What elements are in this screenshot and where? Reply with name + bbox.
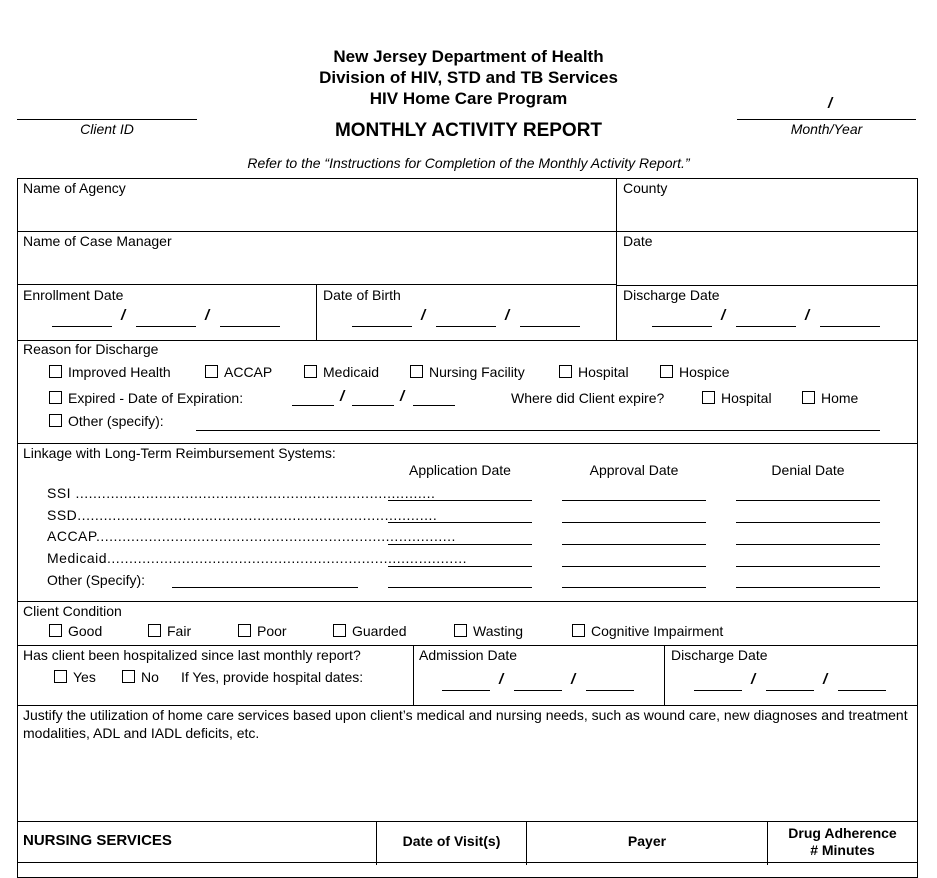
county-label: County	[623, 180, 668, 196]
hospital-discharge-month-input[interactable]	[694, 690, 742, 691]
linkage-row-label: SSD	[47, 507, 78, 523]
other-approval-date-input[interactable]	[562, 587, 706, 588]
hospice-label: Hospice	[679, 364, 730, 380]
hospital-label: Hospital	[578, 364, 629, 380]
expired-home-checkbox[interactable]	[802, 391, 815, 404]
case-manager-label: Name of Case Manager	[23, 233, 172, 249]
other-label: Other (specify):	[68, 413, 164, 429]
expired-label: Expired - Date of Expiration:	[68, 390, 244, 406]
ssi-denial-date-input[interactable]	[736, 500, 880, 501]
justify-label: Justify the utilization of home care services based upon client’s medical and nursing needs, such as wound care, new diagnoses and treatment modalities, ADL and IADL deficits, etc.	[23, 707, 908, 741]
other-checkbox[interactable]	[49, 414, 62, 427]
hospitalized-no-checkbox[interactable]	[122, 670, 135, 683]
date-separator: /	[499, 671, 504, 688]
month-year-label: Month/Year	[790, 121, 863, 137]
divider	[17, 645, 918, 646]
date-separator: /	[571, 671, 576, 688]
accap-denial-date-input[interactable]	[736, 544, 880, 545]
hospitalized-no-label: No	[141, 669, 159, 685]
dob-month-input[interactable]	[352, 326, 412, 327]
ssi-application-date-input[interactable]	[388, 500, 532, 501]
hospital-discharge-day-input[interactable]	[766, 690, 814, 691]
condition-fair-label: Fair	[167, 623, 192, 639]
divider	[616, 285, 918, 286]
month-year-separator: /	[828, 95, 833, 112]
hospital-checkbox[interactable]	[559, 365, 572, 378]
improved-health-checkbox[interactable]	[49, 365, 62, 378]
date-separator: /	[340, 388, 345, 405]
admission-date-label: Admission Date	[419, 647, 518, 663]
agency-heading: New Jersey Department of Health	[333, 47, 604, 66]
medicaid-denial-date-input[interactable]	[736, 566, 880, 567]
accap-approval-date-input[interactable]	[562, 544, 706, 545]
drug-adherence-header: Drug Adherence	[788, 825, 897, 841]
improved-health-label: Improved Health	[68, 364, 171, 380]
divider	[17, 821, 918, 822]
divider	[316, 284, 317, 340]
linkage-label: Linkage with Long-Term Reimbursement Systems:	[23, 445, 336, 461]
hospitalized-yes-checkbox[interactable]	[54, 670, 67, 683]
county-input[interactable]	[617, 198, 917, 230]
expiration-year-input[interactable]	[413, 405, 455, 406]
condition-good-label: Good	[68, 623, 103, 639]
date-of-birth-label: Date of Birth	[323, 287, 401, 303]
enrollment-year-input[interactable]	[220, 326, 280, 327]
date-separator: /	[721, 307, 726, 324]
linkage-row-label: ACCAP	[47, 528, 96, 544]
date-separator: /	[823, 671, 828, 688]
agency-input[interactable]	[18, 198, 615, 230]
other-specify-input[interactable]	[196, 430, 880, 431]
date-separator: /	[751, 671, 756, 688]
month-year-field[interactable]	[737, 119, 916, 120]
accap-checkbox[interactable]	[205, 365, 218, 378]
nursing-services-header: NURSING SERVICES	[23, 832, 172, 849]
linkage-row-label: Medicaid	[47, 550, 108, 566]
hospital-discharge-date-label: Discharge Date	[671, 647, 768, 663]
enrollment-month-input[interactable]	[52, 326, 112, 327]
enrollment-day-input[interactable]	[136, 326, 196, 327]
other-denial-date-input[interactable]	[736, 587, 880, 588]
approval-date-header: Approval Date	[589, 462, 679, 478]
date-separator: /	[205, 307, 210, 324]
medicaid-approval-date-input[interactable]	[562, 566, 706, 567]
denial-date-header: Denial Date	[771, 462, 845, 478]
medicaid-label: Medicaid	[323, 364, 380, 380]
medicaid-checkbox[interactable]	[304, 365, 317, 378]
hospitalized-question: Has client been hospitalized since last monthly report?	[23, 647, 361, 663]
enrollment-date-label: Enrollment Date	[23, 287, 124, 303]
case-manager-input[interactable]	[18, 251, 615, 283]
justify-input[interactable]	[18, 745, 917, 820]
condition-guarded-label: Guarded	[352, 623, 407, 639]
divider	[17, 443, 918, 444]
client-id-label: Client ID	[80, 121, 134, 137]
date-separator: /	[805, 307, 810, 324]
linkage-row-ssd: SSD..................................................................................	[47, 507, 438, 523]
ssd-approval-date-input[interactable]	[562, 522, 706, 523]
divider	[664, 645, 665, 705]
date-separator: /	[505, 307, 510, 324]
linkage-other-input[interactable]	[172, 587, 358, 588]
payer-header: Payer	[627, 833, 667, 849]
divider	[17, 862, 918, 863]
expiration-month-input[interactable]	[292, 405, 334, 406]
discharge-day-input[interactable]	[736, 326, 796, 327]
client-condition-label: Client Condition	[23, 603, 122, 619]
page-title: MONTHLY ACTIVITY REPORT	[334, 120, 603, 141]
minutes-header: # Minutes	[810, 842, 875, 858]
condition-cognitive-checkbox[interactable]	[572, 624, 585, 637]
divider	[17, 231, 918, 232]
expired-home-label: Home	[821, 390, 859, 406]
condition-guarded-checkbox[interactable]	[333, 624, 346, 637]
divider	[17, 284, 617, 285]
date-separator: /	[121, 307, 126, 324]
where-expire-label: Where did Client expire?	[511, 390, 665, 406]
hospital-discharge-year-input[interactable]	[838, 690, 886, 691]
agency-label: Name of Agency	[23, 180, 126, 196]
linkage-row-accap: ACCAP..................................................................................	[47, 528, 456, 544]
admission-month-input[interactable]	[442, 690, 490, 691]
client-id-field[interactable]	[17, 119, 197, 120]
condition-good-checkbox[interactable]	[49, 624, 62, 637]
condition-cognitive-label: Cognitive Impairment	[591, 623, 724, 639]
expiration-day-input[interactable]	[352, 405, 394, 406]
division-heading: Division of HIV, STD and TB Services	[319, 68, 618, 87]
reason-for-discharge-label: Reason for Discharge	[23, 341, 159, 357]
divider	[413, 645, 414, 705]
date-of-visits-header: Date of Visit(s)	[402, 833, 501, 849]
if-yes-label: If Yes, provide hospital dates:	[181, 669, 364, 685]
condition-poor-checkbox[interactable]	[238, 624, 251, 637]
dob-year-input[interactable]	[520, 326, 580, 327]
instructions-note: Refer to the “Instructions for Completion of the Monthly Activity Report.”	[247, 155, 690, 171]
ssd-application-date-input[interactable]	[388, 522, 532, 523]
hospitalized-yes-label: Yes	[73, 669, 96, 685]
medicaid-application-date-input[interactable]	[388, 566, 532, 567]
other-application-date-input[interactable]	[388, 587, 532, 588]
expired-hospital-checkbox[interactable]	[702, 391, 715, 404]
divider	[17, 601, 918, 602]
nursing-facility-checkbox[interactable]	[410, 365, 423, 378]
dob-day-input[interactable]	[436, 326, 496, 327]
condition-fair-checkbox[interactable]	[148, 624, 161, 637]
hospice-checkbox[interactable]	[660, 365, 673, 378]
nursing-facility-label: Nursing Facility	[429, 364, 525, 380]
admission-day-input[interactable]	[514, 690, 562, 691]
date-label: Date	[623, 233, 653, 249]
ssd-denial-date-input[interactable]	[736, 522, 880, 523]
discharge-date-label: Discharge Date	[623, 287, 720, 303]
condition-wasting-label: Wasting	[473, 623, 524, 639]
condition-poor-label: Poor	[257, 623, 287, 639]
date-separator: /	[421, 307, 426, 324]
expired-hospital-label: Hospital	[721, 390, 772, 406]
application-date-header: Application Date	[409, 462, 511, 478]
condition-wasting-checkbox[interactable]	[454, 624, 467, 637]
linkage-other-label: Other (Specify):	[47, 572, 146, 588]
discharge-month-input[interactable]	[652, 326, 712, 327]
linkage-row-label: SSI	[47, 485, 72, 501]
admission-year-input[interactable]	[586, 690, 634, 691]
accap-application-date-input[interactable]	[388, 544, 532, 545]
program-heading: HIV Home Care Program	[369, 89, 568, 108]
ssi-approval-date-input[interactable]	[562, 500, 706, 501]
expired-checkbox[interactable]	[49, 391, 62, 404]
discharge-year-input[interactable]	[820, 326, 880, 327]
date-input[interactable]	[617, 251, 917, 283]
date-separator: /	[400, 388, 405, 405]
accap-label: ACCAP	[224, 364, 273, 380]
linkage-row-ssi: SSI ..................................................................................	[47, 485, 436, 501]
linkage-row-medicaid: Medicaid..................................................................................	[47, 550, 467, 566]
